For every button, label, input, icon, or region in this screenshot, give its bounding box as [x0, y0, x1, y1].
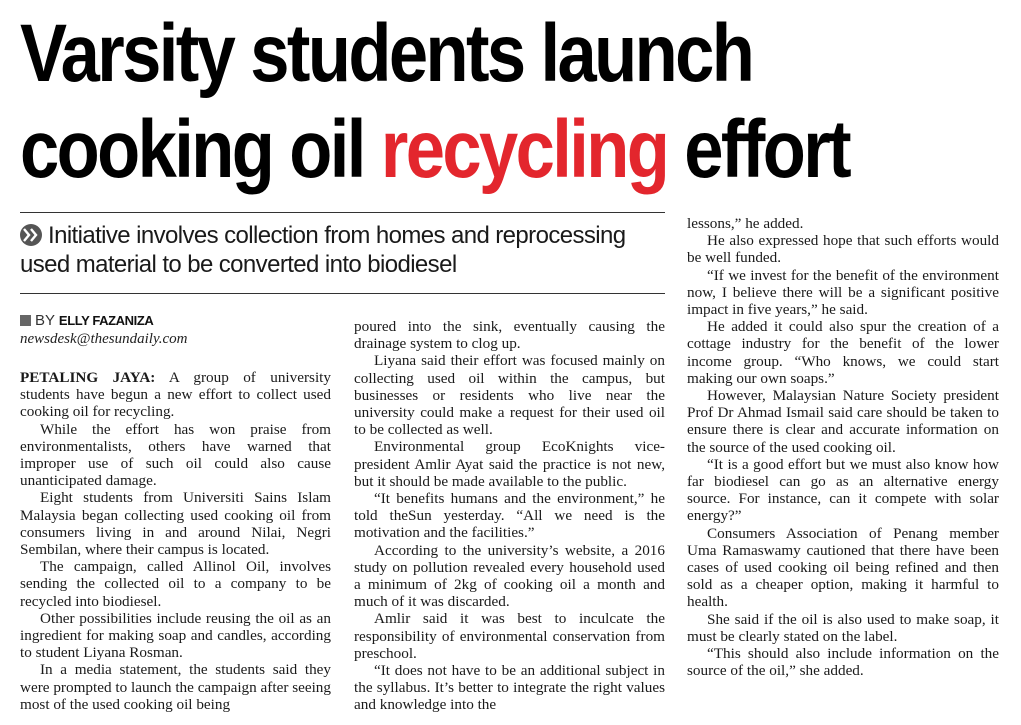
article-paragraph: While the effort has won praise from environmentalists, others have warned that improper use of such oil could also cause unanticipated damage. [20, 420, 331, 490]
article-paragraph: Consumers Association of Penang member Uma Ramaswamy cautioned that there have been cases of used cooking oil being refined and then sold as a cheaper option, making it harmful to health. [687, 524, 999, 611]
article-paragraph: She said if the oil is also used to make soap, it must be clearly stated on the label. [687, 610, 999, 645]
article-paragraph: He added it could also spur the creation of a cottage industry for the benefit of the lower income group. “Who knows, we could start making our own soaps.” [687, 318, 999, 387]
article-paragraph: lessons,” he added. [687, 215, 804, 232]
byline [20, 312, 340, 349]
headline-line-2 [20, 102, 871, 198]
article-paragraph: poured into the sink, eventually causing the drainage system to clog up. [354, 318, 665, 353]
article-paragraph: “This should also include information on the source of the oil,” she added. [687, 645, 999, 680]
deck-text: Initiative involves collection from homes and reprocessing used material to be converted into biodiesel [20, 222, 626, 278]
byline-author: ELLY FAZANIZA [58, 313, 154, 328]
headline-accent-word: recycling [380, 104, 668, 195]
byline-by: BY [35, 312, 55, 329]
article-paragraph: “It is a good effort but we must also know how far biodiesel can go as an alternative energy source. For instance, can it compete with solar energy?” [687, 455, 999, 525]
dateline: PETALING JAYA: [20, 369, 156, 386]
headline-line-2-pre: cooking oil [20, 104, 381, 195]
article-paragraph: “If we invest for the benefit of the environment now, I believe there will be a significant positive impact in five years,” he said. [687, 266, 999, 319]
headline [20, 6, 871, 198]
article-paragraph: Amlir said it was best to inculcate the responsibility of environmental conservation from preschool. [354, 610, 665, 662]
article-paragraph: Environmental group EcoKnights vice-president Amlir Ayat said the practice is not new, but it should be made available to the public. [354, 438, 665, 490]
article-column-1 [20, 369, 331, 713]
article-paragraph: “It benefits humans and the environment,” he told theSun yesterday. “All we need is the motivation and the facilities.” [354, 490, 665, 542]
article-paragraph: Eight students from Universiti Sains Islam Malaysia began collecting used cooking oil from consumers living in and around Nilai, Negri Sembilan, where their campus is located. [20, 489, 331, 559]
article-column-3 [687, 215, 999, 679]
deck [20, 221, 665, 279]
article-paragraph: Liyana said their effort was focused mainly on collecting used oil within the campus, but businesses or residents who live near the university could make a request for their used oil to be collected as well. [354, 352, 665, 439]
paragraph-text: A group of university students have begun a new effort to collect used cooking oil for recycling. [20, 369, 331, 421]
article-paragraph [20, 369, 331, 421]
square-bullet-icon [20, 315, 31, 326]
article-paragraph: According to the university’s website, a 2016 study on pollution revealed every household used a minimum of 2kg of cooking oil a month and much of it was discarded. [354, 541, 665, 611]
article-paragraph: Other possibilities include reusing the oil as an ingredient for making soap and candles, according to student Liyana Rosman. [20, 609, 331, 662]
headline-line-2-post: effort [667, 104, 850, 195]
deck-box [20, 212, 665, 294]
article-column-2 [354, 318, 665, 714]
article-paragraph: In a media statement, the students said they were prompted to launch the campaign after seeing most of the used cooking oil being [20, 661, 331, 713]
chevron-right-icon [20, 224, 42, 246]
article-paragraph: “It does not have to be an additional subject in the syllabus. It’s better to integrate the right values and knowledge into the [354, 662, 665, 714]
byline-email: newsdesk@thesundaily.com [20, 331, 188, 347]
article-paragraph: He also expressed hope that such efforts would be well funded. [687, 232, 999, 267]
byline-row [20, 312, 340, 330]
article-paragraph: However, Malaysian Nature Society president Prof Dr Ahmad Ismail said care should be taken to ensure there is clear and accurate information on the source of the used cooking oil. [687, 387, 999, 456]
article-paragraph: The campaign, called Allinol Oil, involves sending the collected oil to a company to be recycled into biodiesel. [20, 558, 331, 610]
headline-line-1: Varsity students launch [20, 8, 753, 99]
